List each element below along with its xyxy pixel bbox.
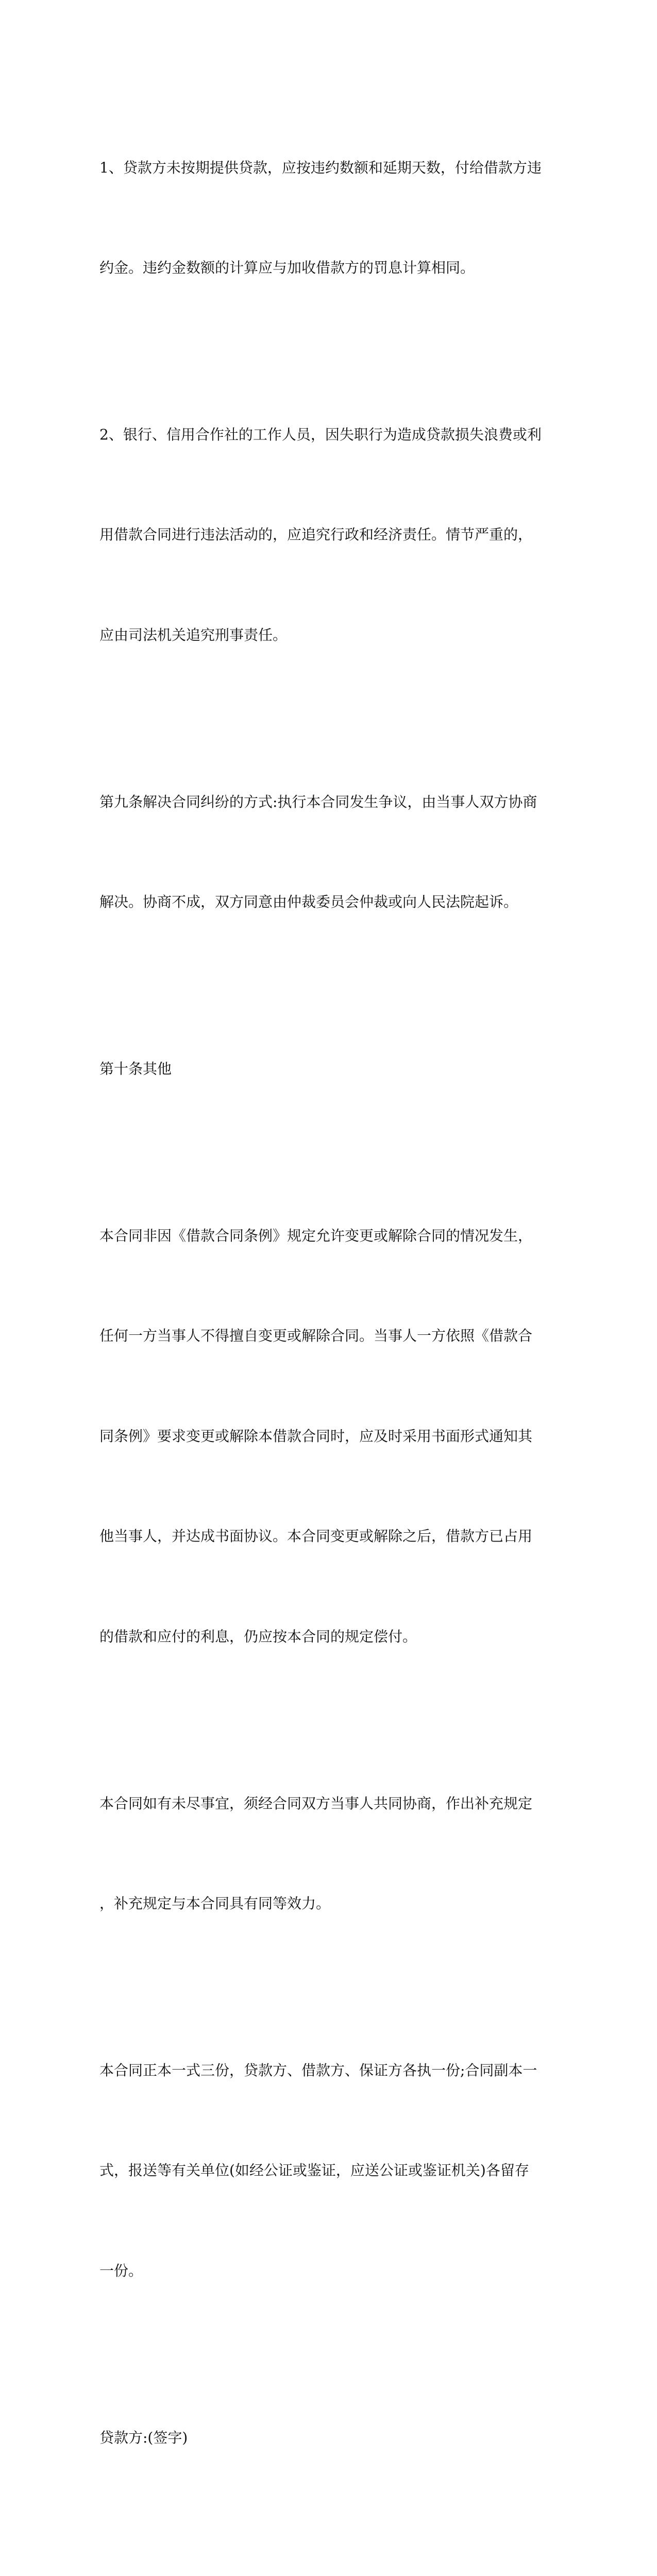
text-line: 应由司法机关追究刑事责任。	[99, 626, 288, 643]
signature-label: 贷款方:(签字)	[99, 2429, 188, 2446]
text-line: 约金。违约金数额的计算应与加收借款方的罚息计算相同。	[99, 259, 475, 276]
lender-signature-line	[99, 2354, 558, 2521]
text-line: 解决。协商不成，双方同意由仲裁委员会仲裁或向人民法院起诉。	[99, 893, 518, 911]
section-heading: 第十条其他	[99, 1060, 172, 1078]
text-line: 式，报送等有关单位(如经公证或鉴证，应送公证或鉴证机关)各留存	[99, 2162, 529, 2179]
text-line: 的借款和应付的利息，仍应按本合同的规定偿付。	[99, 1628, 417, 1645]
text-line: 1、贷款方未按期提供贷款，应按违约数额和延期天数，付给借款方违	[99, 159, 542, 176]
clause-paragraph-staff-liability	[99, 351, 558, 719]
clause-paragraph-penalty-lender	[99, 84, 558, 351]
clause-paragraph-modification	[99, 1153, 558, 1721]
text-line: 同条例》要求变更或解除本借款合同时，应及时采用书面形式通知其	[99, 1427, 533, 1445]
document-body	[99, 84, 558, 2576]
text-line: 2、银行、信用合作社的工作人员，因失职行为造成贷款损失浪费或利	[99, 426, 542, 443]
text-line: ，补充规定与本合同具有同等效力。	[99, 1895, 331, 1912]
text-line: 他当事人，并达成书面协议。本合同变更或解除之后，借款方已占用	[99, 1528, 533, 1545]
article-10-heading	[99, 986, 558, 1153]
clause-paragraph-supplement	[99, 1720, 558, 1987]
text-line: 本合同正本一式三份，贷款方、借款方、保证方各执一份;合同副本一	[99, 2062, 537, 2079]
text-line: 任何一方当事人不得擅自变更或解除合同。当事人一方依照《借款合	[99, 1327, 533, 1345]
text-line: 本合同非因《借款合同条例》规定允许变更或解除合同的情况发生，	[99, 1227, 533, 1245]
article-9-dispute-resolution	[99, 719, 558, 986]
text-line: 一份。	[99, 2262, 143, 2279]
text-line: 用借款合同进行违法活动的，应追究行政和经济责任。情节严重的，	[99, 526, 533, 544]
text-line: 本合同如有未尽事宜，须经合同双方当事人共同协商，作出补充规定	[99, 1794, 533, 1812]
clause-paragraph-copies	[99, 1987, 558, 2354]
address-line	[99, 2521, 558, 2576]
text-line: 第九条解决合同纠纷的方式:执行本合同发生争议，由当事人双方协商	[99, 793, 537, 810]
